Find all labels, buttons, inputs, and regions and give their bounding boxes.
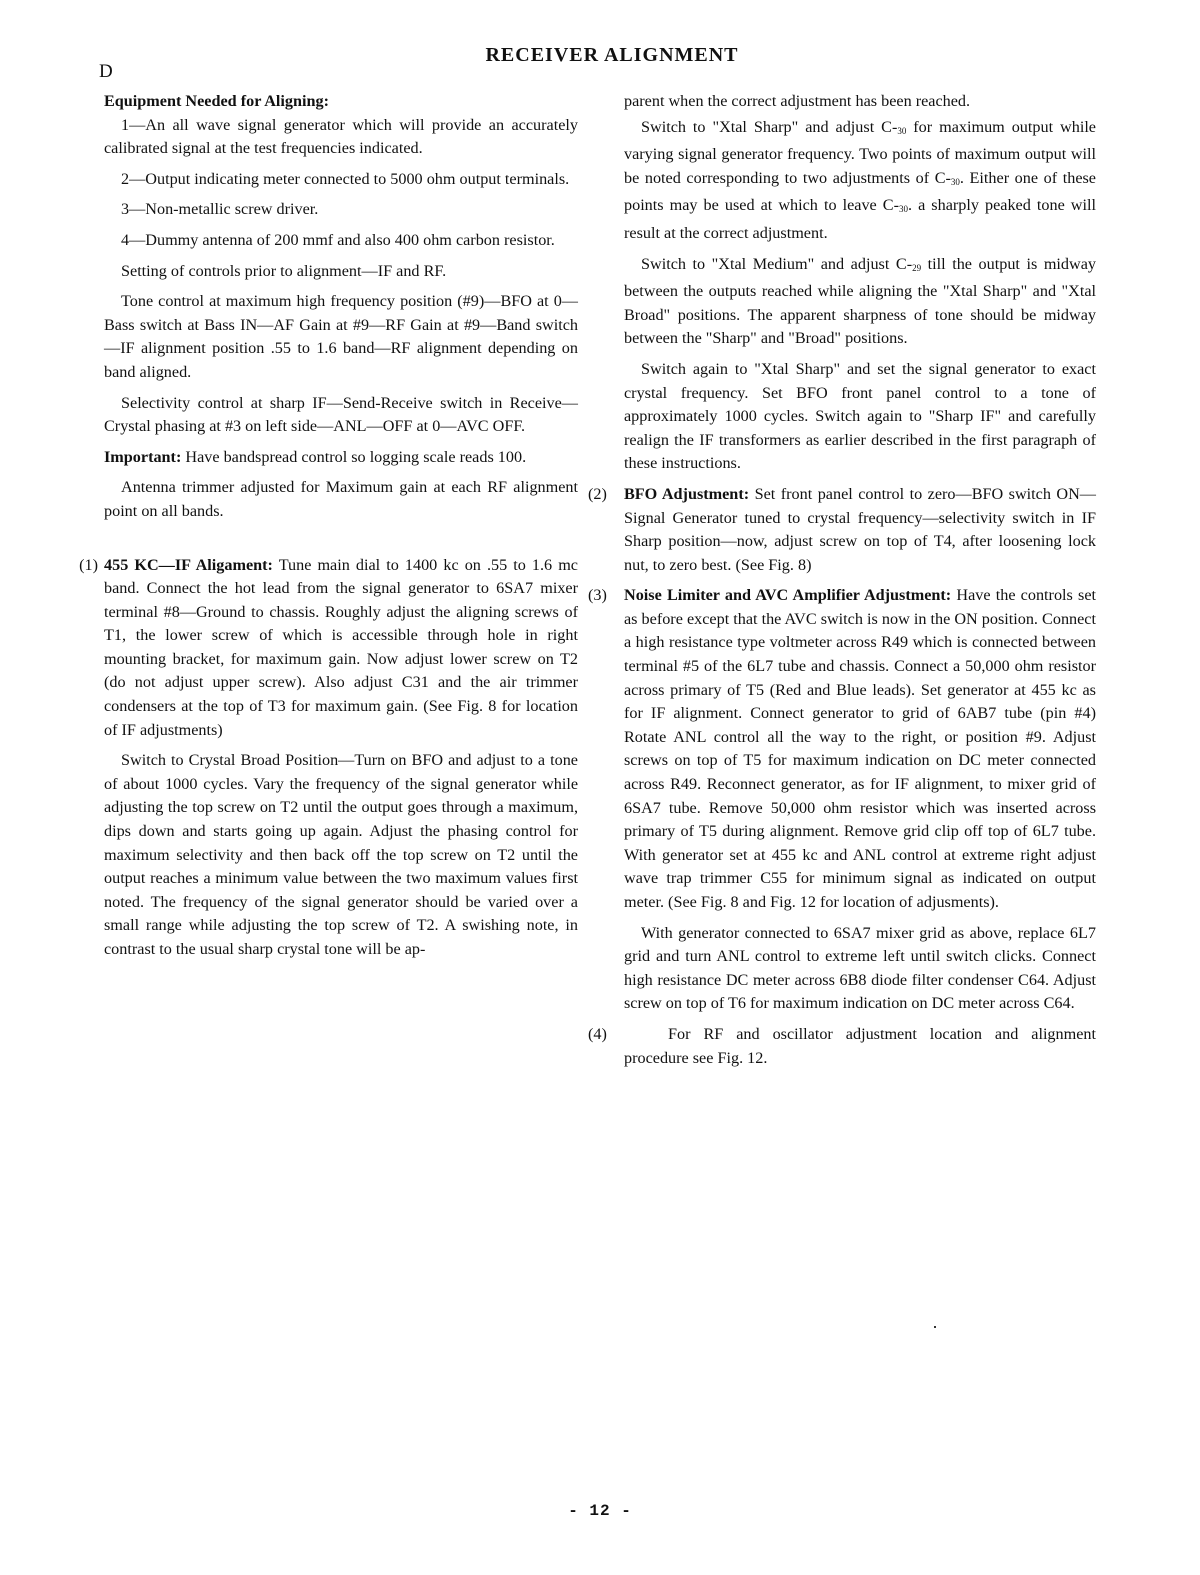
section-2-number: (2) <box>588 484 607 503</box>
xtal-sharp-text-d: . a sharply peaked tone will result at the correct adjustment. <box>624 196 1096 242</box>
section-1-title: 455 KC—IF Aligament: <box>104 555 273 574</box>
page-number: - 12 - <box>568 1502 632 1520</box>
page-title: RECEIVER ALIGNMENT <box>485 44 739 66</box>
section-3-title: Noise Limiter and AVC Amplifier Adjustment: <box>624 586 952 605</box>
section-3-text: Have the controls set as before except that the AVC switch is now in the ON position. Connect a high resistance type voltmeter across R49 which is connected between terminal #5 of the 6L7 tube and chassis. Connect a 50,000 ohm resistor across primary of T5 (Red and Blue leads). Set generator at 455 kc as for IF alignment. Connect generator to grid of 6AB7 tube (pin #4) Rotate ANL control all the way to the right, or position #9. Adjust screws on top of T5 for maximum indication on DC meter connected across R49. Reconnect generator, as for IF alignment, to mixer grid of 6SA7 tube. Remove 50,000 ohm resistor which was inserted across primary of T5 during alignment. Remove grid clip off top of 6L7 tube. With generator set at 455 kc and ANL control at extreme right adjust wave trap trimmer C55 for minimum signal as indicated on output meter. (See Fig. 8 and Fig. 12 for location of adjusments). <box>624 586 1097 911</box>
settings-intro: Setting of controls prior to alignment—IF and RF. <box>121 261 447 280</box>
capacitor-subscript: 30 <box>897 125 907 136</box>
section-2-text: Set front panel control to zero—BFO switch ON—Signal Generator tuned to crystal frequency—selectivity switch in IF Sharp position—now, adjust screw on top of T4, after loosening lock nut, to zero best. (See Fig. 8) <box>624 484 1096 574</box>
xtal-sharp-text-b: for maximum output while varying signal generator frequency. Two points of maximum output will be noted corresponding to two adjustments of C- <box>624 117 1096 187</box>
xtal-sharp-paragraph <box>624 116 1096 246</box>
right-column <box>588 90 1097 1077</box>
section-4-number: (4) <box>588 1024 607 1043</box>
selectivity-paragraph: Selectivity control at sharp IF—Send-Receive switch in Receive—Crystal phasing at #3 on left side—ANL—OFF at 0—AVC OFF. <box>104 393 578 436</box>
equipment-item-1: 1—An all wave signal generator which will provide an accurately calibrated signal at the test frequencies indicated. <box>104 115 578 158</box>
equipment-item-4: 4—Dummy antenna of 200 mmf and also 400 ohm carbon resistor. <box>121 230 555 249</box>
section-1-if-alignment <box>79 554 578 743</box>
important-label: Important: <box>104 447 182 466</box>
section-letter: D <box>99 61 114 82</box>
section-2-title: BFO Adjustment: <box>624 484 750 503</box>
section-3-number: (3) <box>588 586 607 605</box>
section-3-noise-limiter <box>588 584 1097 914</box>
section-4-rf-oscillator <box>588 1023 1096 1070</box>
section-4-text: For RF and oscillator adjustment location and alignment procedure see Fig. 12. <box>624 1024 1096 1067</box>
important-paragraph <box>104 446 578 470</box>
continuation-paragraph: parent when the correct adjustment has been reached. <box>624 92 971 110</box>
xtal-medium-text-b: till the output is midway between the outputs reached while aligning the "Xtal Sharp" and "Xtal Broad" positions. The apparent sharpness of tone should be midway between the "Sharp" and "Broad" positions. <box>624 254 1096 348</box>
antenna-trimmer-paragraph: Antenna trimmer adjusted for Maximum gain at each RF alignment point on all bands. <box>104 478 578 520</box>
section-2-bfo-adjustment <box>588 483 1096 577</box>
scan-speck <box>934 1326 936 1328</box>
section-1-number: (1) <box>79 555 98 574</box>
capacitor-subscript: 30 <box>950 176 960 187</box>
xtal-medium-paragraph <box>624 253 1096 351</box>
xtal-medium-text-a: Switch to "Xtal Medium" and adjust C- <box>641 254 913 273</box>
generator-6sa7-paragraph: With generator connected to 6SA7 mixer grid as above, replace 6L7 grid and turn ANL control to extreme left until switch clicks. Connect high resistance DC meter across 6B8 diode filter condenser C64. Adjust screw on top of T6 for maximum indication on DC meter across C64. <box>624 923 1096 1013</box>
tone-control-paragraph: Tone control at maximum high frequency position (#9)—BFO at 0—Bass switch at Bass IN—AF Gain at #9—RF Gain at #9—Band switch—IF alignment position .55 to 1.6 band—RF alignment depending on band aligned. <box>104 292 578 381</box>
capacitor-subscript: 29 <box>912 262 922 273</box>
equipment-item-3: 3—Non-metallic screw driver. <box>121 200 319 219</box>
section-1-text: Tune main dial to 1400 kc on .55 to 1.6 mc band. Connect the hot lead from the signal generator to 6SA7 mixer terminal #8—Ground to chassis. Roughly adjust the aligning screws of T1, the lower screw of which is accessible through hole in right mounting bracket, for maximum gain. Now adjust lower screw on T2 (do not adjust upper screw). Also adjust C31 and the air trimmer condensers at the top of T3 for maximum gain. (See Fig. 8 for location of IF adjustments) <box>104 555 578 739</box>
xtal-sharp-text-c: . Either one of these points may be used at which to leave C- <box>624 168 1096 215</box>
equipment-item-2: 2—Output indicating meter connected to 5000 ohm output terminals. <box>121 169 570 188</box>
xtal-sharp-text-a: Switch to "Xtal Sharp" and adjust C- <box>641 117 898 136</box>
crystal-broad-paragraph: Switch to Crystal Broad Position—Turn on BFO and adjust to a tone of about 1000 cycles. Vary the frequency of the signal generator while adjusting the top screw on T2 until the output goes through a maximum, dips down and starts going up again. Adjust the phasing control for maximum selectivity and then back off the top screw on T2 until the output reaches a minimum value between the two maximum values first noted. The frequency of the signal generator should be varied over a small range while adjusting the top screw of T2. A swishing note, in contrast to the usual sharp crystal tone will be ap- <box>104 751 578 958</box>
equipment-heading: Equipment Needed for Aligning: <box>104 92 330 110</box>
important-text: Have bandspread control so logging scale reads 100. <box>181 447 527 466</box>
capacitor-subscript: 30 <box>898 204 908 215</box>
xtal-sharp-again-paragraph: Switch again to "Xtal Sharp" and set the signal generator to exact crystal frequency. Set BFO front panel control to a tone of approximately 1000 cycles. Switch again to "Sharp IF" and carefully realign the IF transformers as earlier described in the first paragraph of these instructions. <box>624 359 1096 473</box>
left-column <box>79 90 578 969</box>
